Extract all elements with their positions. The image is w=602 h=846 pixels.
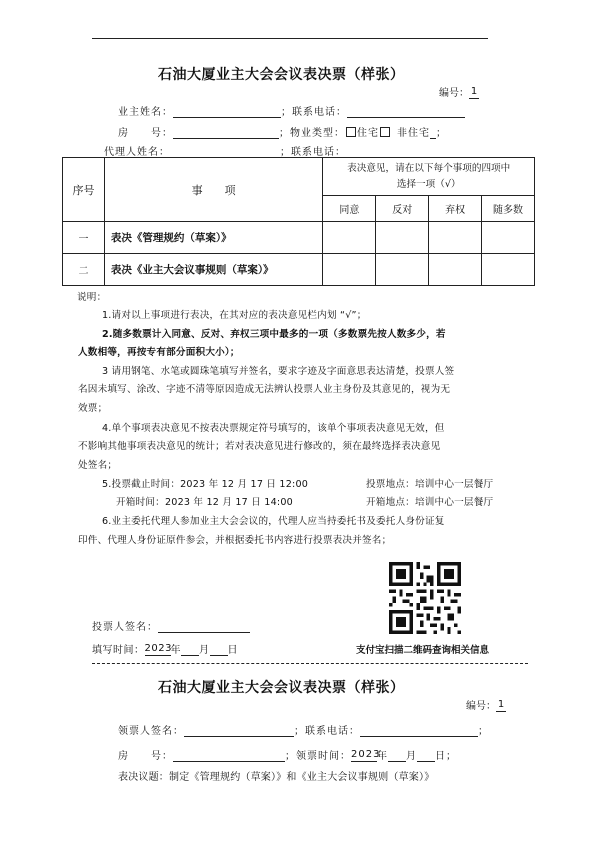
note-2-line2: 人数相等，再按专有部分面积大小）； [78, 347, 240, 358]
option-follow-majority: 随多数 [482, 196, 535, 222]
col-header-opinion [323, 158, 535, 196]
serial-value[interactable]: 1 [470, 86, 478, 97]
note-3-line3: 效票； [78, 403, 108, 414]
row-no: 二 [63, 254, 105, 286]
qr-caption: 支付宝扫描二维码查询相关信息 [356, 645, 490, 656]
note-5-open-location: 开箱地点：培训中心一层餐厅 [366, 497, 494, 508]
room-field[interactable] [173, 126, 279, 139]
vote-cell-agree[interactable] [323, 222, 376, 254]
fill-month-field[interactable] [181, 643, 199, 656]
semicolon: ； [478, 726, 489, 737]
voting-table [62, 157, 535, 286]
semicolon: ； [436, 128, 447, 139]
vote-cell-abstain[interactable] [429, 222, 482, 254]
receive-day-field[interactable] [417, 749, 435, 762]
notes-heading: 说明： [77, 292, 107, 303]
opinion-line2: 选择一项（√） [396, 178, 461, 190]
receive-time-label: ；领票时间： [285, 751, 351, 762]
fill-year-field[interactable]: 2023 [144, 643, 172, 654]
row-no: 一 [63, 222, 105, 254]
receive-day-unit: 日； [435, 751, 457, 762]
fill-date-label: 填写时间： [92, 645, 145, 656]
non-residential-checkbox[interactable] [380, 127, 390, 137]
receive-year-unit: 年 [377, 751, 388, 762]
owner-name-field[interactable] [173, 105, 281, 118]
month-unit: 月 [199, 645, 210, 656]
vote-cell-oppose[interactable] [376, 254, 429, 286]
table-row [63, 254, 535, 286]
receipt-room-label: 房 号： [118, 751, 173, 762]
receive-month-field[interactable] [388, 749, 406, 762]
receipt-room-field[interactable] [173, 749, 285, 762]
row-item: 表决《管理规约（草案）》 [104, 222, 323, 254]
option-oppose: 反对 [376, 196, 429, 222]
room-row [118, 124, 447, 139]
note-1: 1.请对以上事项进行表决，在其对应的表决意见栏内划 “√”； [102, 310, 367, 321]
top-divider [92, 38, 488, 39]
note-5-vote-location: 投票地点：培训中心一层餐厅 [366, 479, 494, 490]
ballot-title: 石油大厦业主大会会议表决票（样张） [158, 67, 405, 83]
note-3-line2: 名因未填写、涂改、字迹不清等原因造成无法辨认投票人业主身份及其意见的，视为无 [78, 384, 451, 395]
room-label: 房 号： [118, 128, 173, 139]
receipt-room-row [118, 747, 457, 762]
vote-cell-majority[interactable] [482, 222, 535, 254]
vote-cell-agree[interactable] [323, 254, 376, 286]
qr-code-icon[interactable] [389, 562, 461, 634]
day-unit: 日 [227, 645, 238, 656]
owner-name-row [118, 103, 465, 118]
vote-cell-abstain[interactable] [429, 254, 482, 286]
note-2-line1: 2.随多数票计入同意、反对、弃权三项中最多的一项（多数票先按人数多少，若 [102, 329, 446, 340]
year-unit: 年 [170, 645, 181, 656]
receive-month-unit: 月 [406, 751, 417, 762]
voter-signature-label: 投票人签名： [92, 622, 158, 633]
note-6-line2: 印件、代理人身份证原件参会，并根据委托书内容进行投票表决并签名； [78, 535, 392, 546]
serial-label: 编号： [439, 88, 469, 99]
note-4-line1: 4.单个事项表决意见不按表决票规定符号填写的，该单个事项表决意见无效，但 [102, 423, 445, 434]
owner-phone-label: ；联系电话： [281, 107, 347, 118]
receiver-name-field[interactable] [184, 724, 294, 737]
note-3-line1: 3 请用钢笔、水笔或圆珠笔填写并签名，要求字迹及字面意思表达清楚，投票人签 [102, 366, 455, 377]
note-5-deadline: 5.投票截止时间：2023 年 12 月 17 日 12:00 [102, 479, 309, 490]
receiver-phone-field[interactable] [360, 724, 478, 737]
receipt-serial-number [466, 697, 506, 712]
col-header-item: 事 项 [104, 158, 323, 222]
residential-checkbox[interactable] [346, 127, 356, 137]
fill-date-row [92, 641, 238, 656]
col-header-no: 序号 [63, 158, 105, 222]
property-type-label: ；物业类型： [279, 128, 345, 139]
row-item: 表决《业主大会议事规则（草案）》 [104, 254, 323, 286]
residential-label: 住宅 [357, 128, 379, 139]
note-5-open-time: 开箱时间：2023 年 12 月 17 日 14:00 [116, 497, 293, 508]
agent-name-label: 代理人姓名： [104, 147, 170, 158]
note-4-line2: 不影响其他事项表决意见的统计；若对表决意见进行修改的，须在最终选择表决意见 [78, 441, 441, 452]
non-residential-label: 非住宅 [397, 128, 430, 139]
receipt-serial-label: 编号： [466, 701, 496, 712]
note-6-line1: 6.业主委托代理人参加业主大会会议的，代理人应当持委托书及委托人身份证复 [102, 516, 445, 527]
option-abstain: 弃权 [429, 196, 482, 222]
voting-topics: 表决议题：制定《管理规约（草案）》和《业主大会议事规则（草案）》 [118, 772, 435, 783]
cut-line [92, 663, 528, 664]
ballot-title-receipt: 石油大厦业主大会会议表决票（样张） [158, 680, 405, 696]
receiver-name-label: 领票人签名： [118, 726, 184, 737]
table-row [63, 222, 535, 254]
receiver-phone-label: ；联系电话： [294, 726, 360, 737]
owner-name-label: 业主姓名： [118, 107, 173, 118]
opinion-line1: 表决意见，请在以下每个事项的四项中 [347, 162, 511, 174]
option-agree: 同意 [323, 196, 376, 222]
voter-signature-field[interactable] [158, 620, 250, 633]
receive-year-field[interactable]: 2023 [351, 749, 381, 760]
receiver-row [118, 722, 489, 737]
agent-phone-label: ；联系电话： [280, 147, 346, 158]
vote-cell-majority[interactable] [482, 254, 535, 286]
vote-cell-oppose[interactable] [376, 222, 429, 254]
note-4-line3: 处签名； [78, 460, 118, 471]
fill-day-field[interactable] [210, 643, 228, 656]
voter-signature-row [92, 618, 250, 633]
serial-number [439, 84, 479, 99]
owner-phone-field[interactable] [347, 105, 465, 118]
agent-row [104, 143, 464, 158]
receipt-serial-value[interactable]: 1 [497, 699, 505, 710]
